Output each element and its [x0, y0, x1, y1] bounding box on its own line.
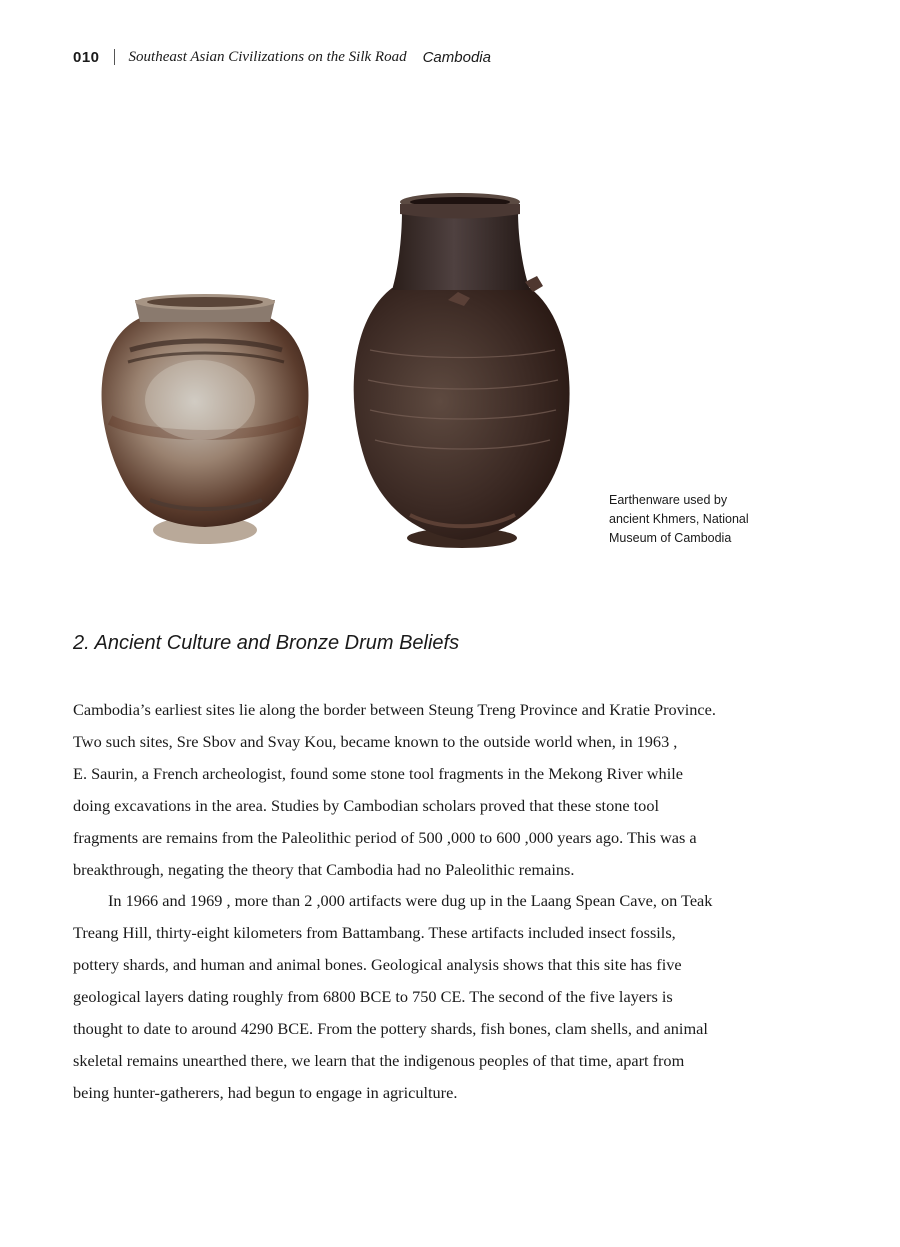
paragraph-line: breakthrough, negating the theory that Cambodia had no Paleolithic remains.: [73, 859, 575, 879]
chapter-name: Cambodia: [422, 48, 491, 66]
paragraph-line: Two such sites, Sre Sbov and Svay Kou, became known to the outside world when, in 1963 ,: [73, 731, 678, 751]
body-text: [73, 694, 763, 1109]
caption-line: ancient Khmers, National: [609, 512, 749, 526]
paragraph-line: In 1966 and 1969 , more than 2 ,000 artifacts were dug up in the Laang Spean Cave, on Teak: [108, 891, 713, 911]
paragraph-line: pottery shards, and human and animal bones. Geological analysis shows that this site has five: [73, 955, 682, 975]
book-title: Southeast Asian Civilizations on the Silk Road: [128, 48, 407, 65]
left-jar: [102, 294, 309, 544]
caption-line: Museum of Cambodia: [609, 531, 732, 545]
section-heading: 2. Ancient Culture and Bronze Drum Beliefs: [73, 632, 460, 654]
paragraph-line: geological layers dating roughly from 6800 BCE to 750 CE. The second of the five layers is: [73, 987, 673, 1007]
paragraph-line: doing excavations in the area. Studies by Cambodian scholars proved that these stone tool: [73, 795, 659, 815]
paragraph-line: Cambodia’s earliest sites lie along the border between Steung Treng Province and Kratie Province.: [73, 700, 716, 719]
earthenware-figure: [0, 0, 900, 600]
paragraph-line: being hunter-gatherers, had begun to engage in agriculture.: [73, 1082, 458, 1102]
caption-line: Earthenware used by: [609, 493, 728, 507]
right-jar: [354, 193, 570, 548]
paragraph-line: thought to date to around 4290 BCE. From the pottery shards, fish bones, clam shells, and animal: [73, 1019, 708, 1039]
paragraph-line: skeletal remains unearthed there, we learn that the indigenous peoples of that time, apart from: [73, 1050, 685, 1070]
paragraph-line: E. Saurin, a French archeologist, found some stone tool fragments in the Mekong River while: [73, 763, 683, 783]
figure-caption: [609, 491, 779, 548]
page-number: 010: [73, 48, 100, 66]
paragraph-line: fragments are remains from the Paleolithic period of 500 ,000 to 600 ,000 years ago. This was a: [73, 827, 697, 847]
paragraph-line: Treang Hill, thirty-eight kilometers from Battambang. These artifacts included insect fossils,: [73, 923, 676, 943]
